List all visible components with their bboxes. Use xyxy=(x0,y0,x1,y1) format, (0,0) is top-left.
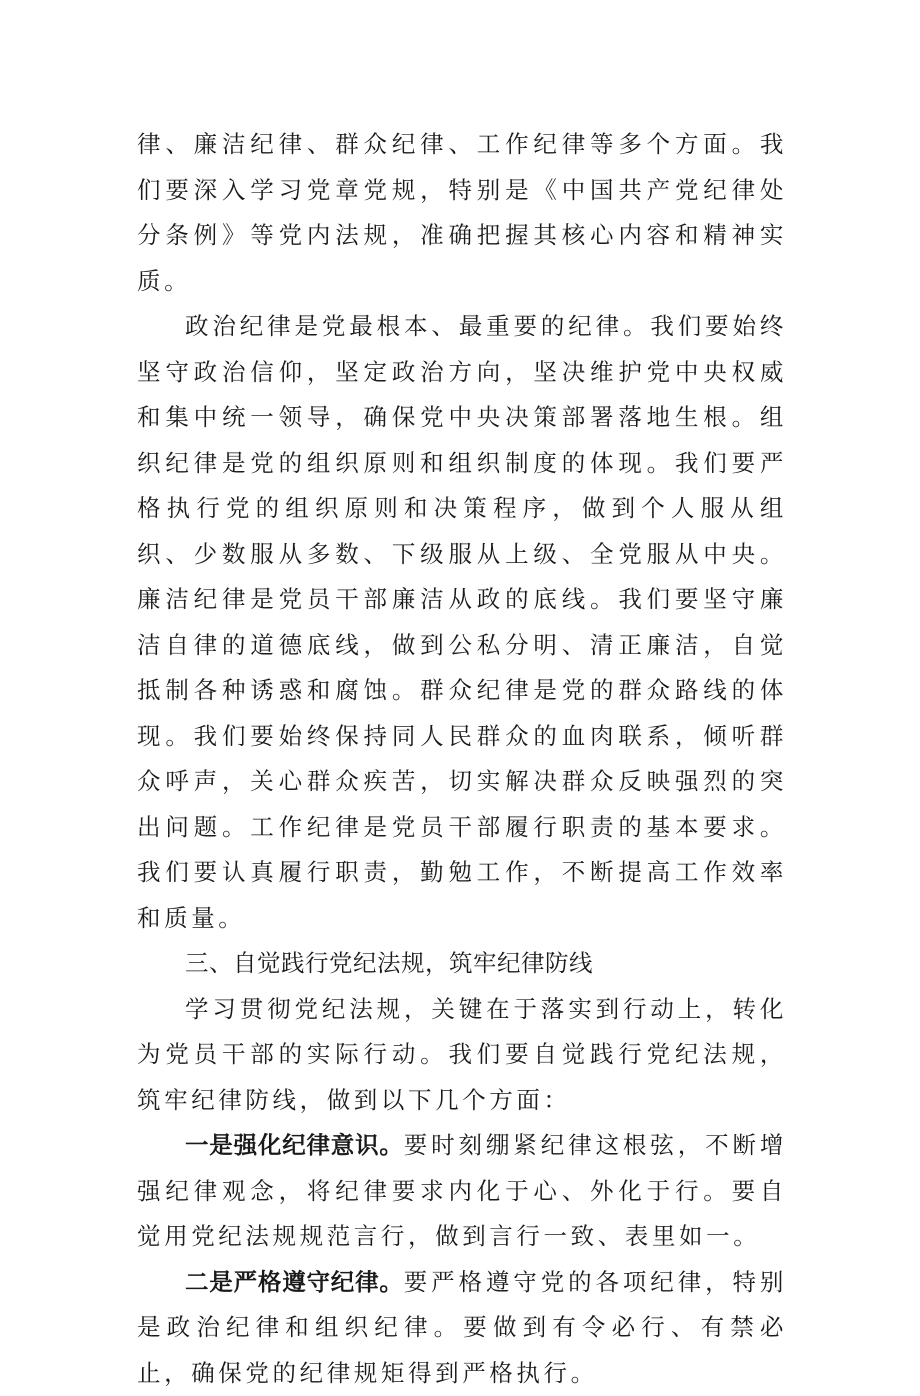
point-one-lead: 一是强化纪律意识。 xyxy=(185,1131,404,1159)
point-one-body: 要时刻绷紧纪律这根弦，不断增强纪律观念，将纪律要求内化于心、外化于行。要自觉用党纪法规规范言行，做到言行一致、表里如一。 xyxy=(137,1131,787,1250)
point-two-lead: 二是严格遵守纪律。 xyxy=(185,1268,404,1296)
point-two-body: 要严格遵守党的各项纪律，特别是政治纪律和组织纪律。要做到有令必行、有禁必止，确保党的纪律规矩得到严格执行。 xyxy=(137,1268,787,1387)
point-one xyxy=(137,1123,787,1260)
point-two xyxy=(137,1260,787,1396)
paragraph-disciplines: 政治纪律是党最根本、最重要的纪律。我们要始终坚守政治信仰，坚定政治方向，坚决维护党中央权威和集中统一领导，确保党中央决策部署落地生根。组织纪律是党的组织原则和组织制度的体现。我们要严格执行党的组织原则和决策程序，做到个人服从组织、少数服从多数、下级服从上级、全党服从中央。廉洁纪律是党员干部廉洁从政的底线。我们要坚守廉洁自律的道德底线，做到公私分明、清正廉洁，自觉抵制各种诱惑和腐蚀。群众纪律是党的群众路线的体现。我们要始终保持同人民群众的血肉联系，倾听群众呼声，关心群众疾苦，切实解决群众反映强烈的突出问题。工作纪律是党员干部履行职责的基本要求。我们要认真履行职责，勤勉工作，不断提高工作效率和质量。 xyxy=(137,304,787,941)
paragraph-intro: 学习贯彻党纪法规，关键在于落实到行动上，转化为党员干部的实际行动。我们要自觉践行党纪法规，筑牢纪律防线，做到以下几个方面： xyxy=(137,987,787,1124)
document-page xyxy=(137,122,787,1396)
paragraph-continued: 律、廉洁纪律、群众纪律、工作纪律等多个方面。我们要深入学习党章党规，特别是《中国共产党纪律处分条例》等党内法规，准确把握其核心内容和精神实质。 xyxy=(137,122,787,304)
section-heading: 三、自觉践行党纪法规，筑牢纪律防线 xyxy=(137,941,787,987)
